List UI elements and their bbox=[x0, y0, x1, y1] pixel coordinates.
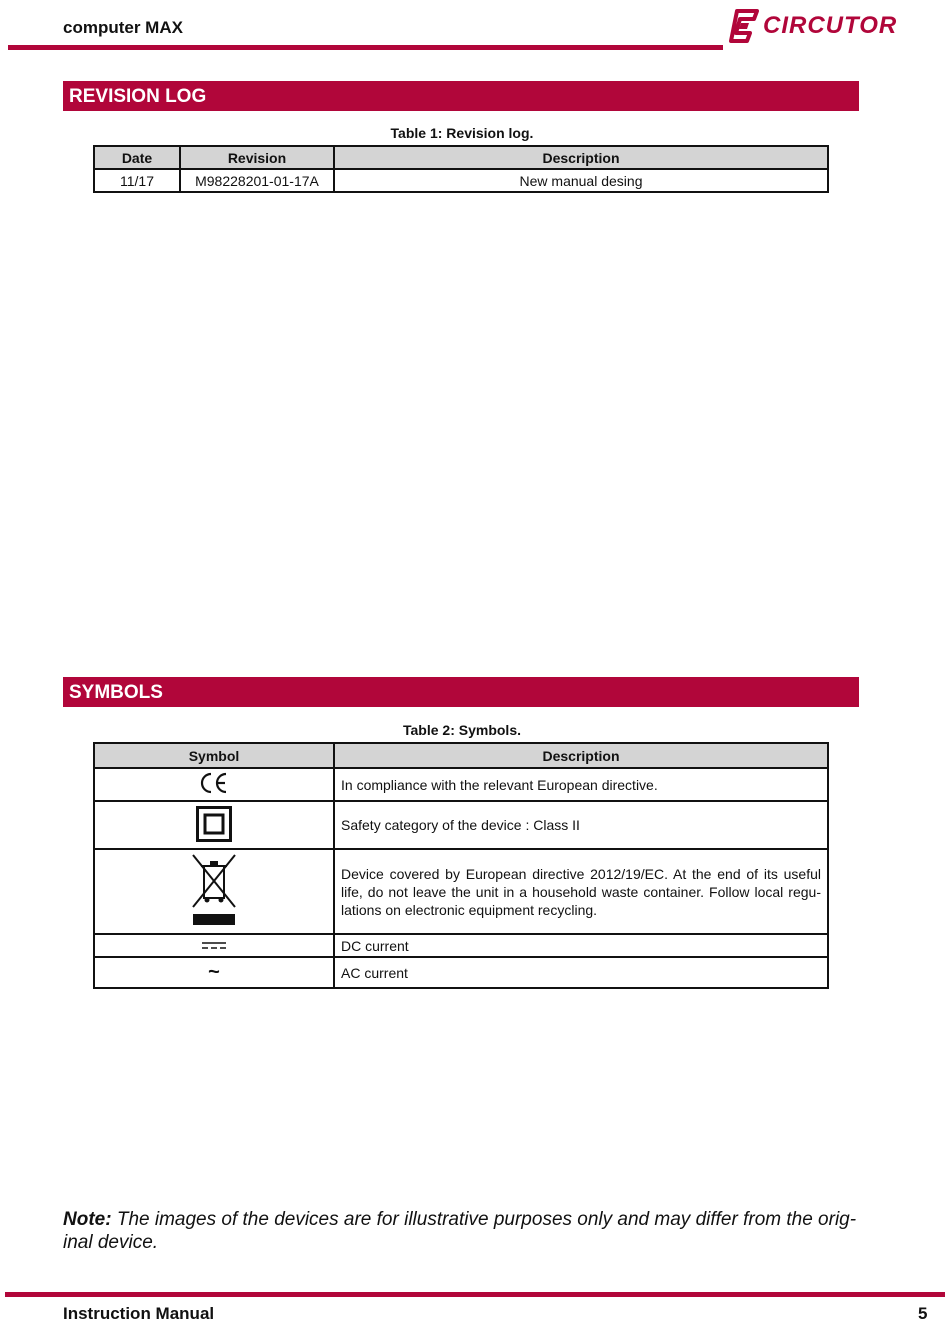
cell-revision: M98228201-01-17A bbox=[180, 169, 334, 192]
footer-rule bbox=[5, 1292, 945, 1297]
table-header-row bbox=[94, 743, 828, 768]
symbol-cell bbox=[94, 849, 334, 934]
revision-log-heading: REVISION LOG bbox=[63, 81, 859, 111]
note-text: The images of the devices are for illustrative purposes only and may differ from the orig-inal device. bbox=[63, 1209, 857, 1253]
dc-current-icon bbox=[201, 941, 227, 951]
symbol-description: AC current bbox=[334, 957, 828, 988]
document-title: computer MAX bbox=[63, 18, 183, 37]
symbol-cell bbox=[94, 801, 334, 849]
table-row bbox=[94, 169, 828, 192]
page-number: 5 bbox=[918, 1304, 928, 1323]
symbol-cell bbox=[94, 768, 334, 801]
table-row bbox=[94, 934, 828, 957]
class-ii-icon bbox=[196, 806, 232, 842]
symbols-heading: SYMBOLS bbox=[63, 677, 859, 707]
table-row bbox=[94, 849, 828, 934]
ce-mark-icon bbox=[199, 772, 229, 794]
table-row bbox=[94, 957, 828, 988]
weee-bin-icon bbox=[189, 852, 239, 928]
cell-date: 11/17 bbox=[94, 169, 180, 192]
header-rule bbox=[8, 45, 723, 50]
circutor-logo-icon bbox=[727, 9, 761, 45]
column-header-date: Date bbox=[94, 146, 180, 169]
symbols-table bbox=[93, 742, 829, 989]
column-header-revision: Revision bbox=[180, 146, 334, 169]
table2-caption: Table 2: Symbols. bbox=[403, 722, 521, 738]
table-row bbox=[94, 768, 828, 801]
brand-logo bbox=[727, 9, 902, 45]
logo-text: CIRCUTOR bbox=[763, 12, 898, 39]
symbol-cell bbox=[94, 934, 334, 957]
table-header-row bbox=[94, 146, 828, 169]
symbol-description: DC current bbox=[334, 934, 828, 957]
column-header-description: Description bbox=[334, 743, 828, 768]
note-paragraph bbox=[63, 1208, 859, 1254]
footer-manual-label: Instruction Manual bbox=[63, 1304, 215, 1323]
column-header-description: Description bbox=[334, 146, 828, 169]
revision-log-table bbox=[93, 145, 829, 193]
symbol-description: Device covered by European directive 2012/19/EC. At the end of its useful life, do not leave the unit in a household waste container. Follow local regu-lations on electronic equipment recycling. bbox=[334, 849, 828, 934]
table1-caption: Table 1: Revision log. bbox=[390, 125, 534, 141]
cell-description: New manual desing bbox=[334, 169, 828, 192]
ac-current-icon: ~ bbox=[208, 961, 220, 983]
symbol-cell bbox=[94, 957, 334, 988]
symbol-description: In compliance with the relevant European directive. bbox=[334, 768, 828, 801]
note-label: Note: bbox=[63, 1209, 112, 1230]
symbol-description: Safety category of the device : Class II bbox=[334, 801, 828, 849]
column-header-symbol: Symbol bbox=[94, 743, 334, 768]
table-row bbox=[94, 801, 828, 849]
